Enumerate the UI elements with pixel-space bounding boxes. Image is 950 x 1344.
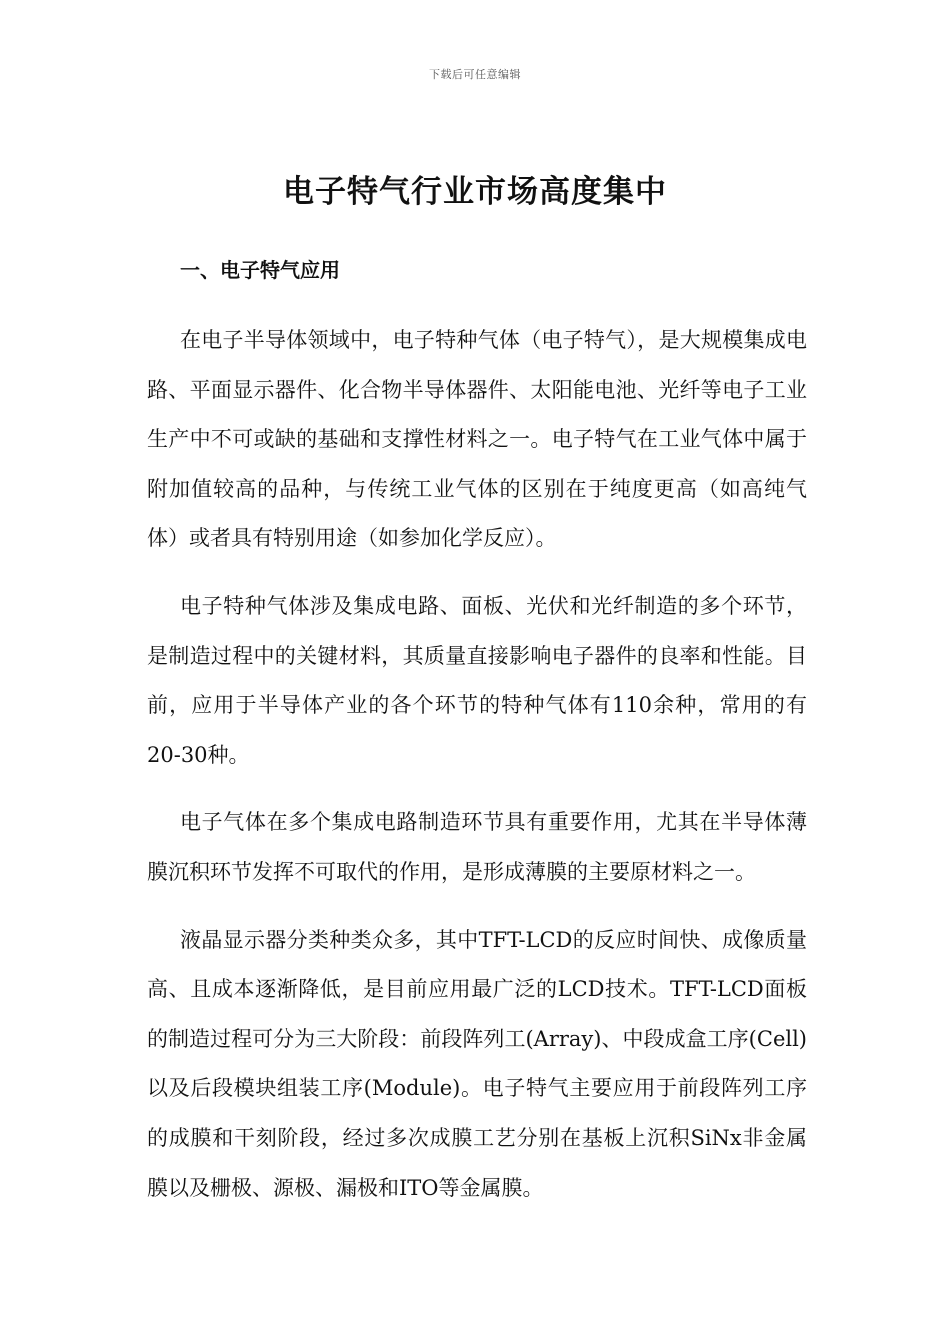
document-body	[147, 316, 807, 1231]
section-heading: 一、电子特气应用	[180, 258, 340, 282]
header-note: 下载后可任意编辑	[429, 68, 521, 81]
paragraph-3: 电子气体在多个集成电路制造环节具有重要作用，尤其在半导体薄膜沉积环节发挥不可取代的作用，是形成薄膜的主要原材料之一。	[147, 810, 807, 884]
paragraph-2: 电子特种气体涉及集成电路、面板、光伏和光纤制造的多个环节，是制造过程中的关键材料，其质量直接影响电子器件的良率和性能。目前，应用于半导体产业的各个环节的特种气体有110余种，常用的有20-30种。	[147, 593, 807, 767]
document-title: 电子特气行业市场高度集中	[283, 174, 667, 210]
paragraph-4: 液晶显示器分类种类众多，其中TFT-LCD的反应时间快、成像质量高、且成本逐渐降低，是目前应用最广泛的LCD技术。TFT-LCD面板的制造过程可分为三大阶段：前段阵列工(Array)、中段成盒工序(Cell)以及后段模块组装工序(Module)。电子特气主要应用于前段阵列工序的成膜和干刻阶段，经过多次成膜工艺分别在基板上沉积SiNx非金属膜以及栅极、源极、漏极和ITO等金属膜。	[147, 927, 807, 1200]
paragraph-1: 在电子半导体领域中，电子特种气体（电子特气），是大规模集成电路、平面显示器件、化合物半导体器件、太阳能电池、光纤等电子工业生产中不可或缺的基础和支撑性材料之一。电子特气在工业气体中属于附加值较高的品种，与传统工业气体的区别在于纯度更高（如高纯气体）或者具有特别用途（如参加化学反应）。	[147, 328, 807, 551]
